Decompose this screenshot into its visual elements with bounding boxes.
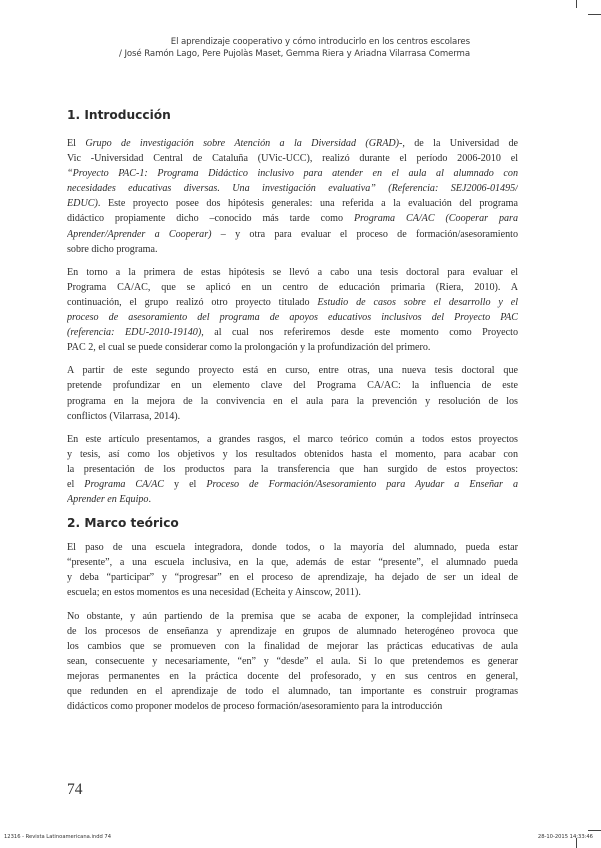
text-run: El paso de una escuela integradora, donde todos, o la mayoría del alumnado, pueda estar	[67, 542, 518, 554]
text-run: y tesis, así como los objetivos y los resultados obtenidos hasta el momento, para acabar con	[67, 448, 518, 460]
text-run: pretende profundizar en un elemento clave del Programa CA/AC: la influencia de este	[67, 380, 518, 392]
text-line	[67, 265, 518, 280]
text-line	[67, 280, 518, 295]
section-title: 1. Introducción	[67, 108, 171, 122]
paragraph	[67, 265, 518, 356]
italic-text: Aprender en Equipo	[67, 494, 149, 506]
text-line	[67, 462, 518, 477]
text-line	[67, 585, 518, 600]
text-run: No obstante, y aún partiendo de la premisa que se acaba de exponer, la complejidad intrínseca	[67, 610, 518, 622]
text-line	[67, 181, 518, 196]
text-run: escuela; en estos momentos es una necesidad (Echeita y Ainscow, 2011).	[67, 587, 361, 599]
text-run: El	[67, 138, 86, 149]
text-run: programa en la mejora de la convivencia en el aula para la prevención y resolución de los	[67, 395, 518, 407]
text-run: “presente”, a una escuela inclusiva, en la que, además de estar “presente”, el alumnado pueda	[67, 557, 518, 569]
italic-text: (referencia: EDU-2010-19140)	[67, 327, 202, 339]
text-run: – y otra para evaluar el proceso de formación/asesoramiento	[211, 228, 518, 240]
text-run: PAC 2, el cual se puede considerar como la prolongación y la profundización del primero.	[67, 342, 431, 354]
text-run: los cambios que se promueven con la finalidad de mejorar las prácticas educativas de aula	[67, 640, 518, 652]
text-line	[67, 310, 518, 325]
article-body	[67, 99, 518, 722]
text-line	[67, 325, 518, 340]
text-run: sobre dicho programa.	[67, 243, 158, 255]
italic-text: Grupo de investigación sobre Atención a la Diversidad (GRAD)-	[85, 138, 403, 149]
text-run: , de la Universidad de	[402, 138, 518, 149]
text-line	[67, 654, 518, 669]
crop-mark-top-right-vertical	[576, 0, 577, 8]
text-run: sean, consecuente y necesariamente, “en” y “desde” el aula. Si lo que pretendemos es generar	[67, 655, 518, 667]
text-run: didáctico propiamente dicho –conocido más tarde como	[67, 213, 354, 225]
text-run: y deba “participar” y “progresar” en el proceso de aprendizaje, ha dejado de ser un ideal de	[67, 572, 518, 584]
text-run: y el	[164, 478, 207, 490]
text-line	[67, 639, 518, 654]
italic-text: Estudio de casos sobre el desarrollo y el	[317, 296, 518, 308]
paragraph	[67, 432, 518, 507]
text-line	[67, 409, 518, 424]
text-line	[67, 684, 518, 699]
text-run: , al cual nos referiremos desde este momento como Proyecto	[201, 327, 518, 339]
page-number: 74	[67, 781, 83, 798]
text-run: la presentación de los productos para la transferencia que han surgido de estos proyectos:	[67, 463, 518, 475]
italic-text: Aprender/Aprender a Cooperar)	[67, 228, 212, 240]
text-line	[67, 295, 518, 310]
italic-text: Proceso de Formación/Asesoramiento para Ayudar a Enseñar a	[206, 478, 518, 490]
section-title: 2. Marco teórico	[67, 516, 179, 531]
text-line	[67, 211, 518, 226]
text-line	[67, 624, 518, 639]
text-run: Vic -Universidad Central de Cataluña (UVic-UCC), realizó durante el período 2006-2010 el	[67, 153, 518, 165]
text-run: En torno a la primera de estas hipótesis se llevó a cabo una tesis doctoral para evaluar el	[67, 266, 518, 278]
text-line	[67, 394, 518, 409]
crop-mark-top-right	[588, 14, 601, 15]
text-line	[67, 242, 518, 257]
text-line	[67, 447, 518, 462]
text-run: didácticos como proponer modelos de proceso formación/asesoramiento para la introducción	[67, 701, 443, 713]
text-line	[67, 669, 518, 684]
text-run: de los procesos de enseñanza y aprendizaje en grupos de alumnado heterogéneo provoca que	[67, 625, 518, 637]
text-line	[67, 555, 518, 570]
italic-text: necesidades educativas diversas. Una investigación evaluativa” (Referencia: SEJ2006-01495/	[67, 183, 518, 195]
text-run: mejoras permanentes en la práctica docente del profesorado, y en sus centros en general,	[67, 670, 518, 682]
text-line	[67, 477, 518, 492]
text-run: que redunden en el aprendizaje de todo el alumnado, tan importante es construir programas	[67, 686, 518, 697]
text-line	[67, 136, 518, 151]
text-run: . Este proyecto posee dos hipótesis generales: una referida a la evaluación del programa	[97, 198, 518, 210]
text-run: el	[67, 478, 85, 490]
print-slug-date: 28-10-2015 14:33:46	[537, 834, 593, 840]
running-header-authors: / José Ramón Lago, Pere Pujolàs Maset, Gemma Riera y Ariadna Vilarrasa Comerma	[119, 49, 470, 60]
text-line	[67, 432, 518, 447]
text-line	[67, 151, 518, 166]
text-line	[67, 570, 518, 585]
italic-text: Programa CA/AC	[84, 478, 165, 490]
italic-text: Programa CA/AC (Cooperar para	[353, 213, 518, 225]
running-header	[50, 36, 470, 61]
text-line	[67, 196, 518, 211]
text-run: continuación, el grupo realizó otro proyecto titulado	[67, 296, 318, 308]
text-line	[67, 699, 518, 714]
crop-mark-bottom-right	[588, 830, 601, 831]
text-run: En este artículo presentamos, a grandes rasgos, el marco teórico común a todos estos proyectos	[67, 433, 518, 445]
text-line	[67, 166, 518, 181]
paragraph	[67, 363, 518, 423]
running-header-title: El aprendizaje cooperativo y cómo introducirlo en los centros escolares	[170, 37, 470, 47]
text-run: conflictos (Vilarrasa, 2014).	[67, 410, 181, 422]
print-slug-file: 12316 - Revista Latinoamericana.indd 74	[4, 834, 112, 840]
italic-text: EDUC)	[67, 198, 98, 210]
italic-text: proceso de asesoramiento del programa de apoyos educativos inclusivos del Proyecto PAC	[67, 312, 518, 324]
text-line	[67, 340, 518, 355]
text-line	[67, 378, 518, 393]
paragraph	[67, 540, 518, 600]
italic-text: “Proyecto PAC-1: Programa Didáctico inclusivo para atender en el aula al alumnado con	[67, 168, 518, 180]
paragraph	[67, 609, 518, 715]
text-line	[67, 540, 518, 555]
text-run: Programa CA/AC, que se aplicó en un centro de educación primaria (Riera, 2010). A	[67, 281, 518, 293]
text-run: .	[148, 494, 152, 506]
paragraph	[67, 136, 518, 257]
text-line	[67, 363, 518, 378]
text-line	[67, 492, 518, 507]
text-run: A partir de este segundo proyecto está en curso, entre otras, una nueva tesis doctoral que	[67, 365, 518, 377]
text-line	[67, 609, 518, 624]
text-line	[67, 227, 518, 242]
